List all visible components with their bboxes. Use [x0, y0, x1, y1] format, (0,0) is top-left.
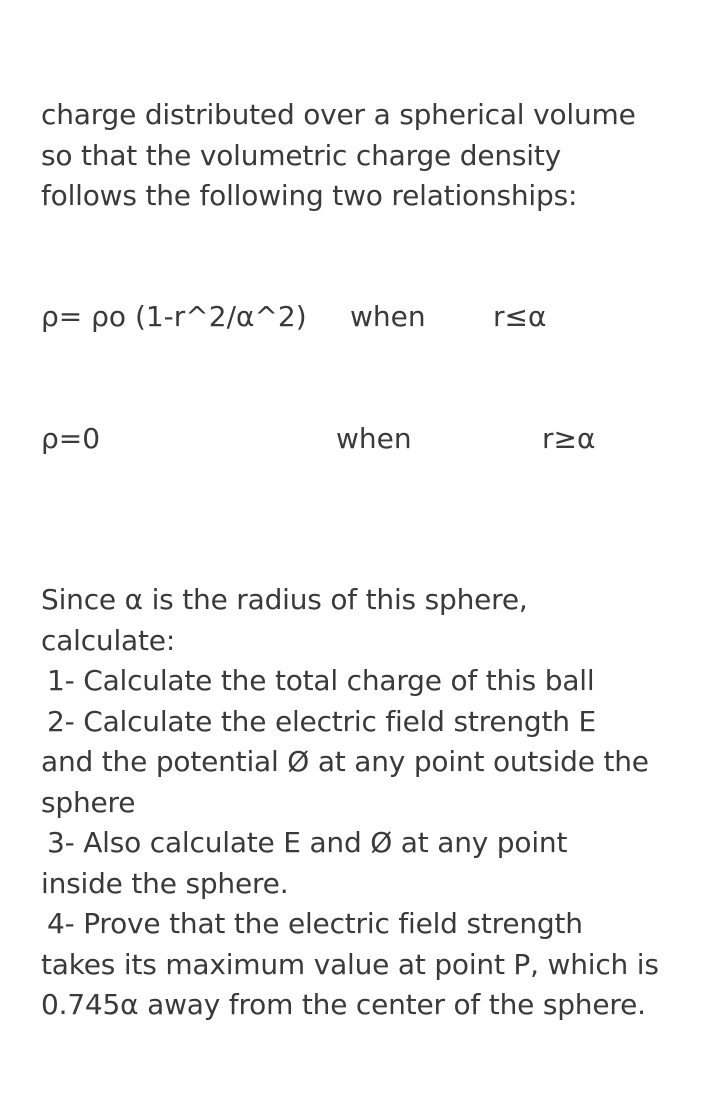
task-line: takes its maximum value at point P, which is — [41, 947, 659, 981]
task-line: calculate: — [41, 623, 176, 657]
task-item-3: 3- Also calculate E and Ø at any point — [47, 826, 568, 859]
intro-paragraph — [41, 95, 701, 217]
task-item-2: 2- Calculate the electric field strength E — [47, 704, 596, 738]
task-line: Since α is the radius of this sphere, — [41, 583, 528, 616]
task-line: inside the sphere. — [41, 866, 289, 900]
relation-when-label: when — [350, 300, 426, 333]
relation-expression: ρ=0 — [41, 422, 101, 455]
relation-expression: ρ= ρo (1-r^2/α^2) — [41, 300, 307, 333]
relation-when-label: when — [336, 422, 412, 455]
task-item-4: 4- Prove that the electric field strength — [47, 907, 583, 940]
relation-row-inside — [0, 297, 720, 337]
relation-row-outside — [0, 419, 720, 459]
intro-line: so that the volumetric charge density — [41, 138, 562, 172]
task-line: and the potential Ø at any point outside the — [41, 745, 649, 778]
task-paragraph — [41, 580, 701, 1026]
task-line: 0.745α away from the center of the sphere. — [41, 988, 646, 1021]
relation-condition: r≥α — [542, 422, 596, 455]
intro-line: follows the following two relationships: — [41, 179, 578, 212]
relation-condition: r≤α — [493, 300, 547, 333]
intro-line: charge distributed over a spherical volume — [41, 98, 636, 131]
task-item-1: 1- Calculate the total charge of this ball — [47, 664, 595, 697]
task-line: sphere — [41, 785, 136, 819]
